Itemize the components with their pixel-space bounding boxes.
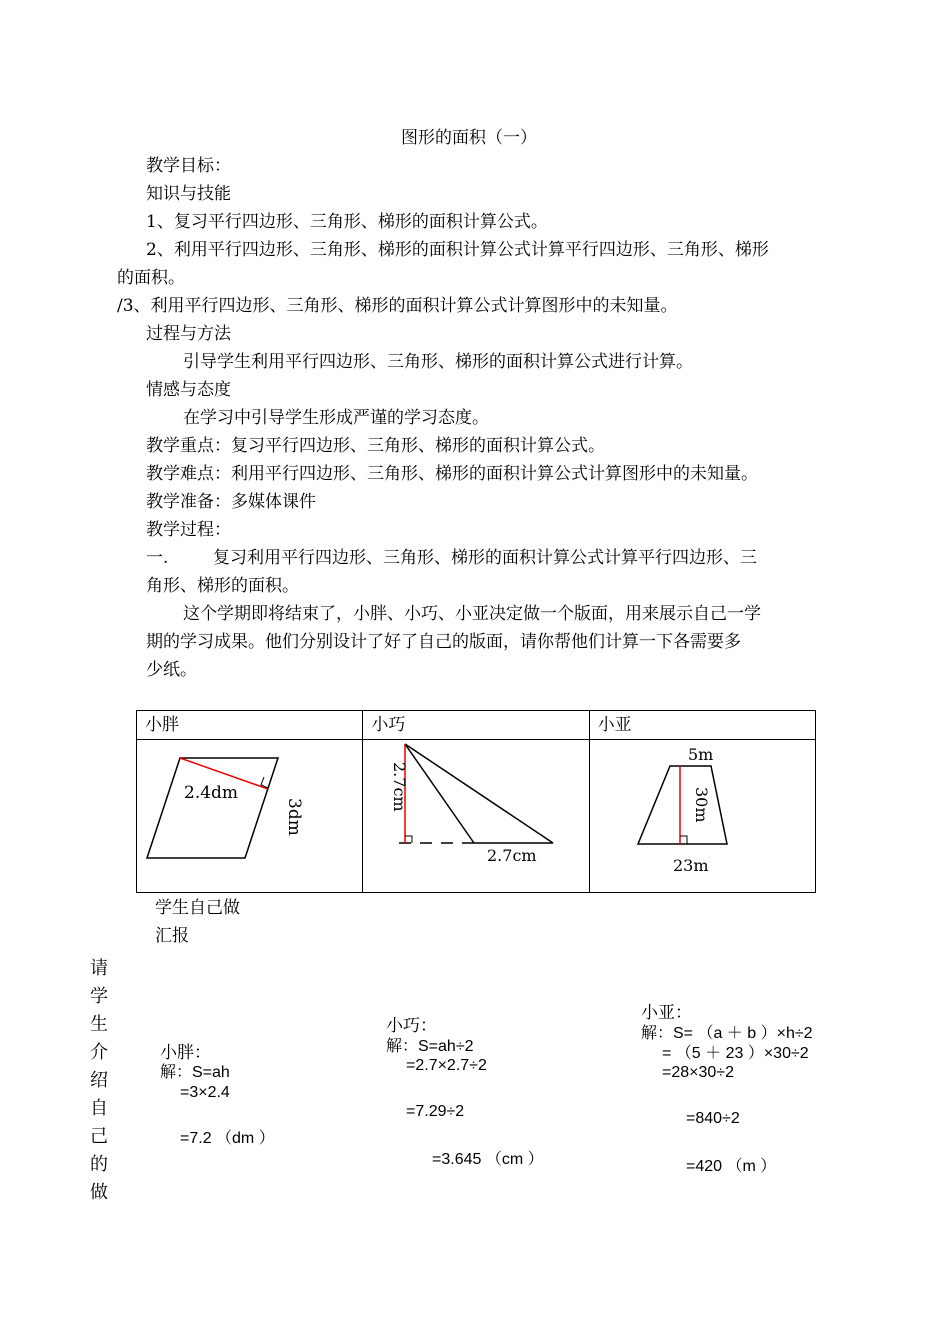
process-heading: 教学过程： <box>146 520 231 540</box>
trapezoid-top-label: 5m <box>687 745 714 764</box>
header-xiaopang: 小胖 <box>137 711 363 740</box>
solution-xiaoya-line2: = （5 ＋ 23 ）×30÷2 <box>662 1045 809 1062</box>
step1-number: 一. <box>146 548 169 568</box>
objective-item-3: /3、利用平行四边形、三角形、梯形的面积计算公式计算图形中的未知量。 <box>117 296 678 316</box>
trapezoid-figure <box>590 740 817 892</box>
solution-xiaopang-line3: =7.2 （dm ） <box>180 1130 275 1147</box>
triangle-figure <box>363 740 589 892</box>
solution-xiaoqiao-name: 小巧： <box>386 1016 437 1036</box>
trapezoid-cell <box>589 740 815 893</box>
side-note-char: 己 <box>90 1126 108 1147</box>
side-note-char: 的 <box>90 1154 108 1175</box>
difficulty: 教学难点：利用平行四边形、三角形、梯形的面积计算公式计算图形中的未知量。 <box>146 464 758 484</box>
side-note-char: 做 <box>90 1182 108 1203</box>
step1-line2: 角形、梯形的面积。 <box>146 576 299 596</box>
paragraph-line1: 这个学期即将结束了，小胖、小巧、小亚决定做一个版面，用来展示自己一学 <box>183 604 761 624</box>
triangle-cell <box>363 740 589 893</box>
solution-xiaoya-line1: 解：S= （a ＋ b ）×h÷2 <box>641 1025 813 1042</box>
paragraph-line3: 少纸。 <box>146 660 197 680</box>
right-angle-mark <box>405 836 412 843</box>
page-title: 图形的面积（一） <box>401 128 537 148</box>
triangle-height-label: 2.7cm <box>390 762 410 812</box>
parallelogram-base-label: 3dm <box>284 798 304 836</box>
solution-xiaoqiao-line2: =2.7×2.7÷2 <box>406 1057 487 1074</box>
trapezoid-height-label: 30m <box>691 787 711 823</box>
solution-xiaopang-name: 小胖： <box>160 1043 211 1063</box>
solution-xiaoya-line3: =28×30÷2 <box>662 1064 734 1081</box>
figures-table <box>136 710 816 893</box>
parallelogram-height-label: 2.4dm <box>184 783 239 803</box>
side-note-char: 请 <box>90 958 108 979</box>
right-angle-mark <box>680 836 687 844</box>
side-note-char: 介 <box>90 1042 108 1063</box>
paragraph-line2: 期的学习成果。他们分别设计了好了自己的版面，请你帮他们计算一下各需要多 <box>146 632 741 652</box>
objectives-heading: 教学目标： <box>146 156 231 176</box>
solution-xiaopang-line1: 解：S=ah <box>160 1064 230 1081</box>
process-method-text: 引导学生利用平行四边形、三角形、梯形的面积计算公式进行计算。 <box>183 352 693 372</box>
emotion-text: 在学习中引导学生形成严谨的学习态度。 <box>183 408 489 428</box>
parallelogram-cell <box>137 740 363 893</box>
parallelogram-figure <box>137 740 362 892</box>
solution-xiaoya-line4: =840÷2 <box>686 1110 740 1127</box>
solution-xiaoya-name: 小亚： <box>641 1003 692 1023</box>
solution-xiaopang-line2: =3×2.4 <box>180 1084 230 1101</box>
after-table-line2: 汇报 <box>155 926 189 946</box>
solution-xiaoya-line5: =420 （m ） <box>686 1158 777 1175</box>
trapezoid-shape <box>638 766 727 844</box>
trapezoid-bottom-label: 23m <box>672 856 709 875</box>
key-point: 教学重点：复习平行四边形、三角形、梯形的面积计算公式。 <box>146 436 605 456</box>
triangle-side-right <box>405 744 553 843</box>
objective-item-2-line2: 的面积。 <box>117 268 185 288</box>
objective-item-2-line1: 2、利用平行四边形、三角形、梯形的面积计算公式计算平行四边形、三角形、梯形 <box>146 240 769 260</box>
side-note-char: 生 <box>90 1014 108 1035</box>
preparation: 教学准备：多媒体课件 <box>146 492 316 512</box>
header-xiaoya: 小亚 <box>589 711 815 740</box>
step1-line1: 复习利用平行四边形、三角形、梯形的面积计算公式计算平行四边形、三 <box>213 548 757 568</box>
emotion-heading: 情感与态度 <box>146 380 231 400</box>
side-note-char: 学 <box>90 986 108 1007</box>
knowledge-heading: 知识与技能 <box>146 184 231 204</box>
parallelogram-shape <box>147 758 278 858</box>
after-table-line1: 学生自己做 <box>155 898 240 918</box>
process-method-heading: 过程与方法 <box>146 324 231 344</box>
triangle-side-left <box>405 744 474 843</box>
side-note-char: 绍 <box>90 1070 108 1091</box>
solution-xiaoqiao-line3: =7.29÷2 <box>406 1103 465 1120</box>
triangle-base-label: 2.7cm <box>487 846 537 865</box>
solution-xiaoqiao-line4: =3.645 （cm ） <box>432 1151 544 1168</box>
objective-item-1: 1、复习平行四边形、三角形、梯形的面积计算公式。 <box>146 212 548 232</box>
solution-xiaoqiao-line1: 解：S=ah÷2 <box>386 1038 474 1055</box>
side-note-char: 自 <box>90 1098 108 1119</box>
header-xiaoqiao: 小巧 <box>363 711 589 740</box>
